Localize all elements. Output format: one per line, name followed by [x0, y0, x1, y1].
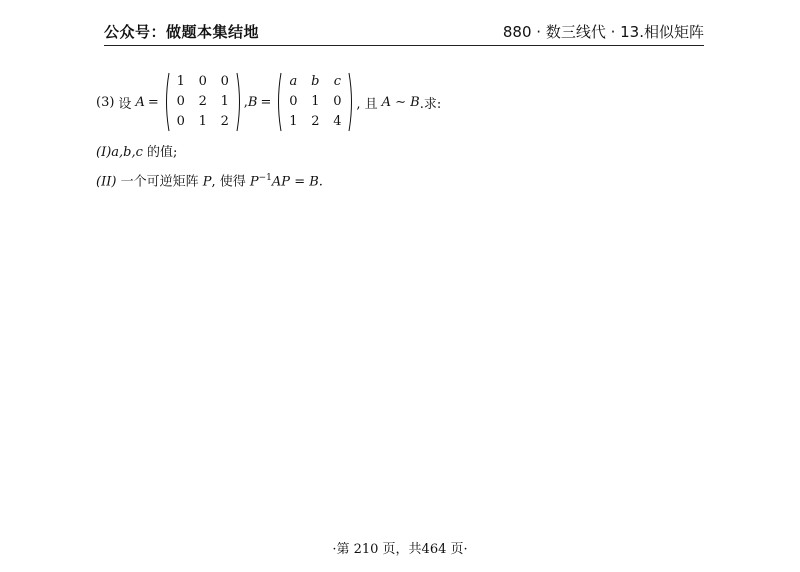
header-rule: [104, 45, 704, 46]
matrix-cell: 1: [198, 114, 207, 129]
matrix-cell: 4: [333, 114, 342, 129]
matrix-b-label: B: [247, 94, 258, 110]
matrix-cell: 0: [176, 94, 185, 109]
matrix-cell: 1: [289, 114, 298, 129]
matrix-cell: 2: [311, 114, 320, 129]
matrix-cell: 1: [311, 94, 320, 109]
part-two-label: (II): [96, 174, 117, 190]
comma: ,: [243, 94, 248, 110]
ask-text: .求:: [419, 96, 442, 112]
matrix-cell: a: [289, 74, 298, 89]
part-one-text: 的值;: [147, 145, 178, 160]
matrix-a: [164, 72, 242, 132]
equals-sign-b: =: [260, 94, 272, 110]
header-left-text: 公众号：做题本集结地: [104, 23, 260, 41]
matrix-b: [276, 72, 354, 132]
matrix-a-label: A: [135, 94, 145, 110]
matrix-cell: c: [333, 74, 341, 89]
part-one-label: (I): [96, 145, 112, 160]
matrix-cell: 0: [289, 94, 298, 109]
expr-ap: AP: [271, 174, 291, 190]
matrix-cell: 2: [198, 94, 207, 109]
expr-exponent: −1: [258, 173, 272, 183]
part-one: [96, 143, 441, 163]
problem-content: [96, 72, 441, 188]
page-footer: ·第 210 页，共464 页·: [332, 542, 468, 557]
header-right-text: 880 · 数三线代 · 13.相似矩阵: [502, 23, 704, 41]
problem-number: (3): [96, 94, 115, 110]
page-header: [104, 21, 704, 45]
expr-eq: =: [294, 174, 306, 190]
condition-math: A ∼ B: [381, 94, 420, 110]
part-two: [96, 168, 441, 188]
part-two-text: 一个可逆矩阵: [120, 174, 199, 190]
matrix-cell: 0: [220, 74, 229, 89]
problem-intro: 设: [118, 96, 132, 112]
matrix-cell: 0: [176, 114, 185, 129]
matrix-cell: 2: [220, 114, 229, 129]
condition-text: , 且: [356, 96, 378, 112]
expr-b: B.: [309, 174, 323, 190]
part-two-p: P: [202, 174, 212, 190]
matrix-b-grid: [282, 72, 348, 132]
right-paren-icon: [236, 72, 242, 132]
equals-sign-a: =: [147, 94, 159, 110]
matrix-cell: 0: [198, 74, 207, 89]
problem-statement: [96, 72, 441, 132]
matrix-a-grid: [170, 72, 236, 132]
matrix-cell: 1: [176, 74, 185, 89]
matrix-cell: 1: [220, 94, 229, 109]
matrix-cell: b: [311, 74, 320, 89]
part-two-text2: , 使得: [211, 174, 246, 190]
right-paren-icon: [348, 72, 354, 132]
part-one-vars: a,b,c: [111, 145, 143, 160]
matrix-cell: 0: [333, 94, 342, 109]
expr-p: P: [249, 174, 259, 190]
